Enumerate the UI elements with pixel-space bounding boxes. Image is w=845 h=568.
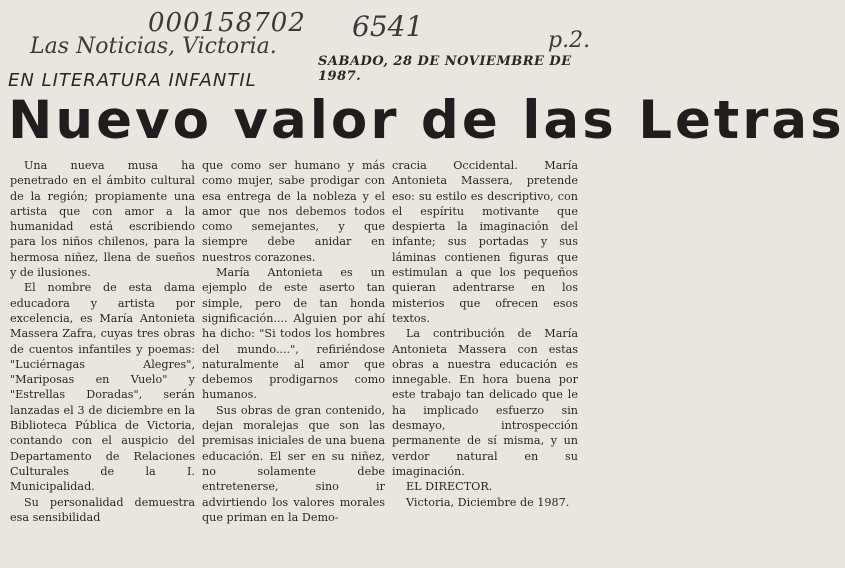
paragraph: Una nueva musa ha penetrado en el ámbito cultural de la región; propiamente una artista que con amor a la humanidad está escribiendo para los niños chilenos, para la hermosa niñez, llena de sueños y de ilusiones. — [10, 159, 195, 280]
paragraph: cracia Occidental. María Antonieta Massera, pretende eso: su estilo es descriptivo, con el espíritu motivante que despierta la imaginación del infante; sus portadas y sus láminas contienen figuras que estimulan a que los pequeños quieran adentrarse en los misterios que ofrecen esos textos. — [392, 159, 578, 325]
handwritten-archive-number: 6541 — [352, 10, 424, 43]
paragraph: Sus obras de gran contenido, dejan moralejas que son las premisas iniciales de una buena educación. El ser en su niñez, no solamente debe entretenerse, sino ir advirtiendo los valores morales que priman en la Demo- — [202, 403, 385, 524]
paragraph: que como ser humano y más como mujer, sabe prodigar con esa entrega de la nobleza y el amor que nos debemos todos como semejantes, y que siempre debe anidar en nuestros corazones. — [202, 159, 385, 264]
article-column-2 — [202, 158, 385, 525]
paragraph: El nombre de esta dama educadora y artista por excelencia, es María Antonieta Massera Zafra, cuyas tres obras de cuentos infantiles y poemas: "Luciérnagas Alegres", "Mariposas en Vuelo" y "Estrellas Doradas", serán lanzadas el 3 de diciembre en la Biblioteca Pública de Victoria, contando con el auspicio del Departamento de Relaciones Culturales de la I. Municipalidad. — [10, 281, 195, 494]
signature: EL DIRECTOR. — [406, 480, 493, 494]
article-column-1 — [10, 158, 195, 525]
paragraph: Su personalidad demuestra esa sensibilidad — [10, 495, 195, 524]
handwritten-page-note: p.2. — [548, 28, 591, 53]
paragraph: La contribución de María Antonieta Massera con estas obras a nuestra educación es innegable. En hora buena por este trabajo tan delicado que le ha implicado esfuerzo sin desmayo, introspección permanente de sí misma, y un verdor natural en su imaginación. — [392, 327, 578, 478]
place-date: Victoria, Diciembre de 1987. — [406, 495, 570, 509]
dateline: SABADO, 28 DE NOVIEMBRE DE 1987. — [318, 54, 572, 84]
handwritten-id-number: 000158702 — [148, 8, 306, 38]
headline: Nuevo valor de las Letras — [8, 90, 845, 151]
section-kicker: EN LITERATURA INFANTIL — [8, 70, 257, 91]
handwritten-source-note: Las Noticias, Victoria. — [30, 34, 277, 59]
article-column-3 — [392, 158, 578, 510]
paragraph: María Antonieta es un ejemplo de este aserto tan simple, pero de tan honda significación.... Alguien por ahí ha dicho: "Si todos los hombres del mundo....", refiriéndose naturalmente al amor que debemos prodigarnos como humanos. — [202, 266, 385, 402]
